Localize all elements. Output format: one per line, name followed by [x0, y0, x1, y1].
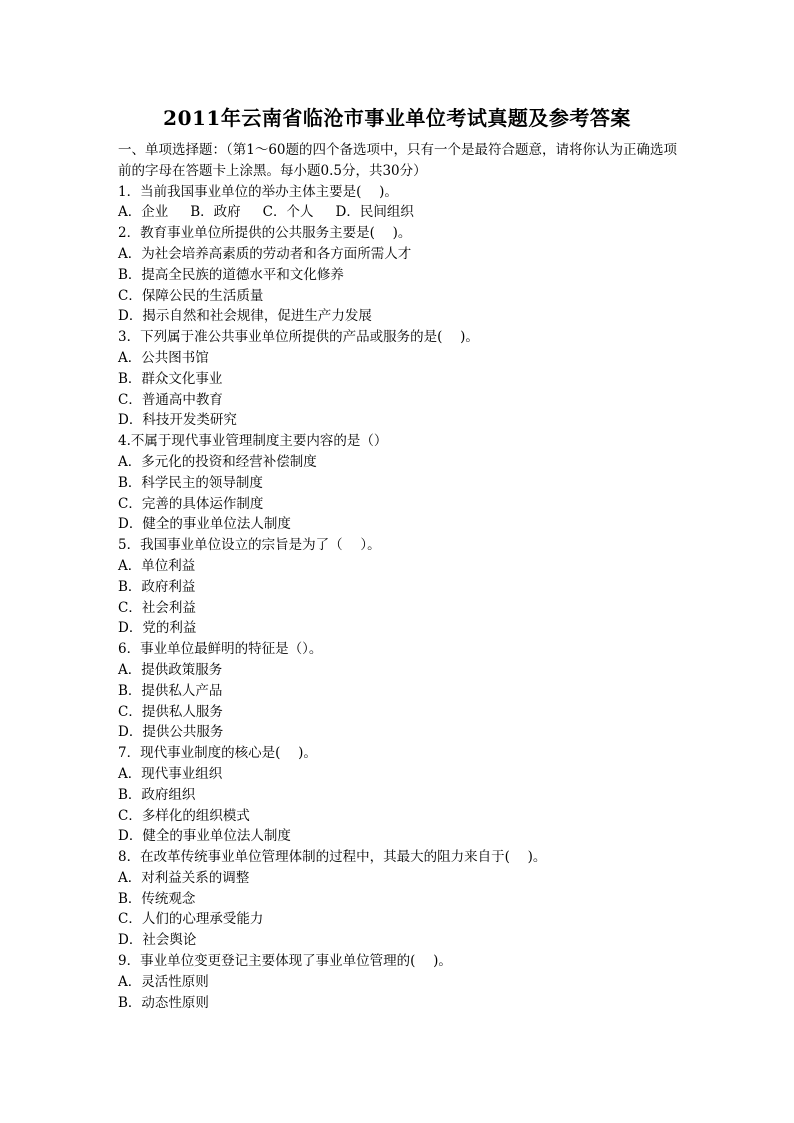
question-2-option-c: C．保障公民的生活质量 — [118, 287, 264, 304]
question-3: 3．下列属于准公共事业单位所提供的产品或服务的是( )。 — [118, 329, 479, 346]
question-3-option-b: B．群众文化事业 — [118, 370, 223, 387]
page-title: 2011年云南省临沧市事业单位考试真题及参考答案 — [163, 106, 631, 130]
question-2: 2．教育事业单位所提供的公共服务主要是( )。 — [118, 225, 412, 242]
section-intro: 一、单项选择题：（第1～60题的四个备选项中，只有一个是最符合题意，请将你认为正确选项前的字母在答题卡上涂黑。每小题0.5分，共30分） — [118, 142, 678, 179]
question-1-option-c: C．个人 — [262, 204, 314, 221]
question-4-option-b: B．科学民主的领导制度 — [118, 474, 263, 491]
question-3-option-c: C．普通高中教育 — [118, 391, 223, 408]
question-4-option-c: C．完善的具体运作制度 — [118, 495, 264, 512]
question-8-option-d: D．社会舆论 — [118, 932, 197, 949]
question-6-option-c: C．提供私人服务 — [118, 703, 223, 720]
question-9-option-b: B．动态性原则 — [118, 994, 209, 1011]
question-9-option-a: A．灵活性原则 — [118, 973, 209, 990]
question-5: 5．我国事业单位设立的宗旨是为了（ ）。 — [118, 537, 381, 554]
question-5-option-c: C．社会利益 — [118, 599, 196, 616]
question-4-option-d: D．健全的事业单位法人制度 — [118, 516, 291, 533]
question-1-option-b: B．政府 — [190, 204, 241, 221]
question-5-option-d: D．党的利益 — [118, 620, 197, 637]
question-2-option-d: D．揭示自然和社会规律，促进生产力发展 — [118, 308, 372, 325]
question-6-option-b: B．提供私人产品 — [118, 682, 223, 699]
question-1-option-a: A．企业 — [118, 204, 169, 221]
question-1: 1．当前我国事业单位的举办主体主要是( )。 — [118, 183, 398, 200]
question-7-option-c: C．多样化的组织模式 — [118, 807, 250, 824]
question-8-option-a: A．对利益关系的调整 — [118, 869, 250, 886]
question-6: 6．事业单位最鲜明的特征是（）。 — [118, 641, 323, 658]
question-2-option-a: A．为社会培养高素质的劳动者和各方面所需人才 — [118, 245, 412, 262]
question-7: 7．现代事业制度的核心是( )。 — [118, 745, 317, 762]
question-8-option-c: C．人们的心理承受能力 — [118, 911, 264, 928]
question-list — [118, 140, 690, 1013]
question-6-option-d: D．提供公共服务 — [118, 724, 224, 741]
question-4-option-a: A．多元化的投资和经营补偿制度 — [118, 453, 317, 470]
question-5-option-a: A．单位利益 — [118, 557, 196, 574]
question-7-option-d: D．健全的事业单位法人制度 — [118, 828, 291, 845]
question-7-option-a: A．现代事业组织 — [118, 765, 223, 782]
question-3-option-a: A．公共图书馆 — [118, 349, 209, 366]
question-7-option-b: B．政府组织 — [118, 786, 196, 803]
question-6-option-a: A．提供政策服务 — [118, 661, 223, 678]
question-8-option-b: B．传统观念 — [118, 890, 196, 907]
question-5-option-b: B．政府利益 — [118, 578, 196, 595]
question-8: 8．在改革传统事业单位管理体制的过程中，其最大的阻力来自于( )。 — [118, 849, 547, 866]
question-1-option-d: D．民间组织 — [335, 204, 414, 221]
question-4: 4.不属于现代事业管理制度主要内容的是（） — [118, 433, 388, 450]
question-2-option-b: B．提高全民族的道德水平和文化修养 — [118, 266, 344, 283]
question-9: 9．事业单位变更登记主要体现了事业单位管理的( )。 — [118, 953, 452, 970]
question-1-options — [118, 202, 690, 223]
question-3-option-d: D．科技开发类研究 — [118, 412, 237, 429]
